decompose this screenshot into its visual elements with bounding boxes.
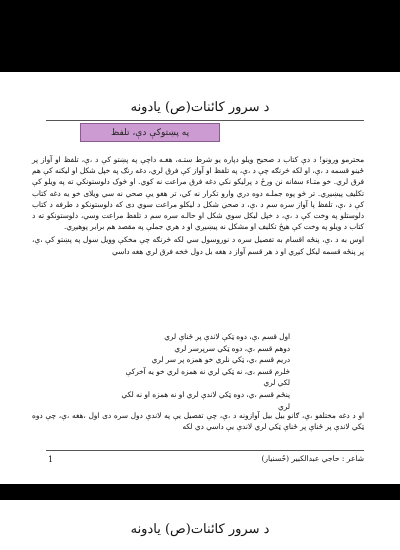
title-divider <box>46 120 364 121</box>
body-text <box>32 154 364 257</box>
next-document-page <box>0 500 400 550</box>
letter-types-list <box>120 331 290 412</box>
closing-paragraph: او د دغه مختلفو ،ې، ګانو بيل بيل آوازونه د ،ې، چې تفصيل يې په لاندې دول سره دی اول ،هغه ،ې، چې دوه ټکي لاندې پر ځناې پر ځناې ټکي لري لاندې يې داسي دي لکه <box>32 411 364 432</box>
list-item: دوهم قسم ،ې، دوه ټکي سرپرسر لري <box>174 343 290 353</box>
paragraph: اوس به د ،ې، پنځه اقسام به تفصيل سره د نوروسول سي لکه څرنګه چې مخکې وويل سول په پښتو کې ،ې، پر پنځه قسمه ليکل کيږي او د هر قسم آواز د هغه بل دول څخه فرق لري هغه داسي <box>32 235 364 256</box>
footer-divider <box>46 450 364 451</box>
list-item: اول قسم ،ې، دوه ټکې لاندې پر ځناې لري <box>164 332 290 341</box>
author-credit: شاعر : حاجي عبدالکبير (حُسنيار) <box>261 454 364 463</box>
list-item: دريم قسم ،ي، ټکي نلري خو همزه پر سر لري <box>151 355 290 365</box>
next-page-title: د سرور کائنات(ص) یادونه <box>130 522 270 537</box>
document-page <box>0 72 400 484</box>
section-heading: په پښتوکې دې، تلفظ <box>110 127 190 138</box>
page-number: 1 <box>48 455 54 464</box>
list-item: څلرم قسم ،ی، نه ټکي لري نه همزه لري خو يه آخرکې لکي لري <box>125 366 290 388</box>
section-heading-box <box>80 123 220 142</box>
list-item: پنځم قسم ،ي، دوه ټکي لاندې لري او نه همزه او نه لکي لري <box>121 389 290 411</box>
paragraph: محترمو ورونو! د دې کتاب د صحيح ويلو دپاره يو شرط ستـه، هغـه داچې په پښتو کې د ،ې، تلفظ او آواز پر ځينو قسمه د ،ې، او لکه څرنګه چې د ،ې، په تلفظ او آواز کې فرق لري، دغه رنګ په خپل شکل او ليکنه کې هم فرق لري. خو متـاء سفانه نن ورځ د پرليکو نکي دغه فرق مراعت نه کوي. او څوک دلوستونکي ته په ويلو کې تکليف پيښيږي. تر څو پوه جملـه دوه دري وارو تکرار نه کي، تر هغو يې صحي نه سي ويلای خو يه دغه کتاب کې د ،ې، تلفظ پا آواز سره سم د ،ې، د صحي شکل د ليکلو مراعت سوي دی که دلوستونکو د طرفه د کتاب دلوستلو په وخت کې د ،ې، د خپل ليکل سوي شکل او حالـه سره سم د تلفظ مراعت وسي، دلوستونکو ته د کتاب د ويلو په وخت کې هيڅ تکليف او مشکل نه پيښيږي او د هري جملې په مقصد هم برابر پوهيږي. <box>32 155 364 232</box>
page-title: د سرور کائنات(ص) یادونه <box>130 100 270 115</box>
